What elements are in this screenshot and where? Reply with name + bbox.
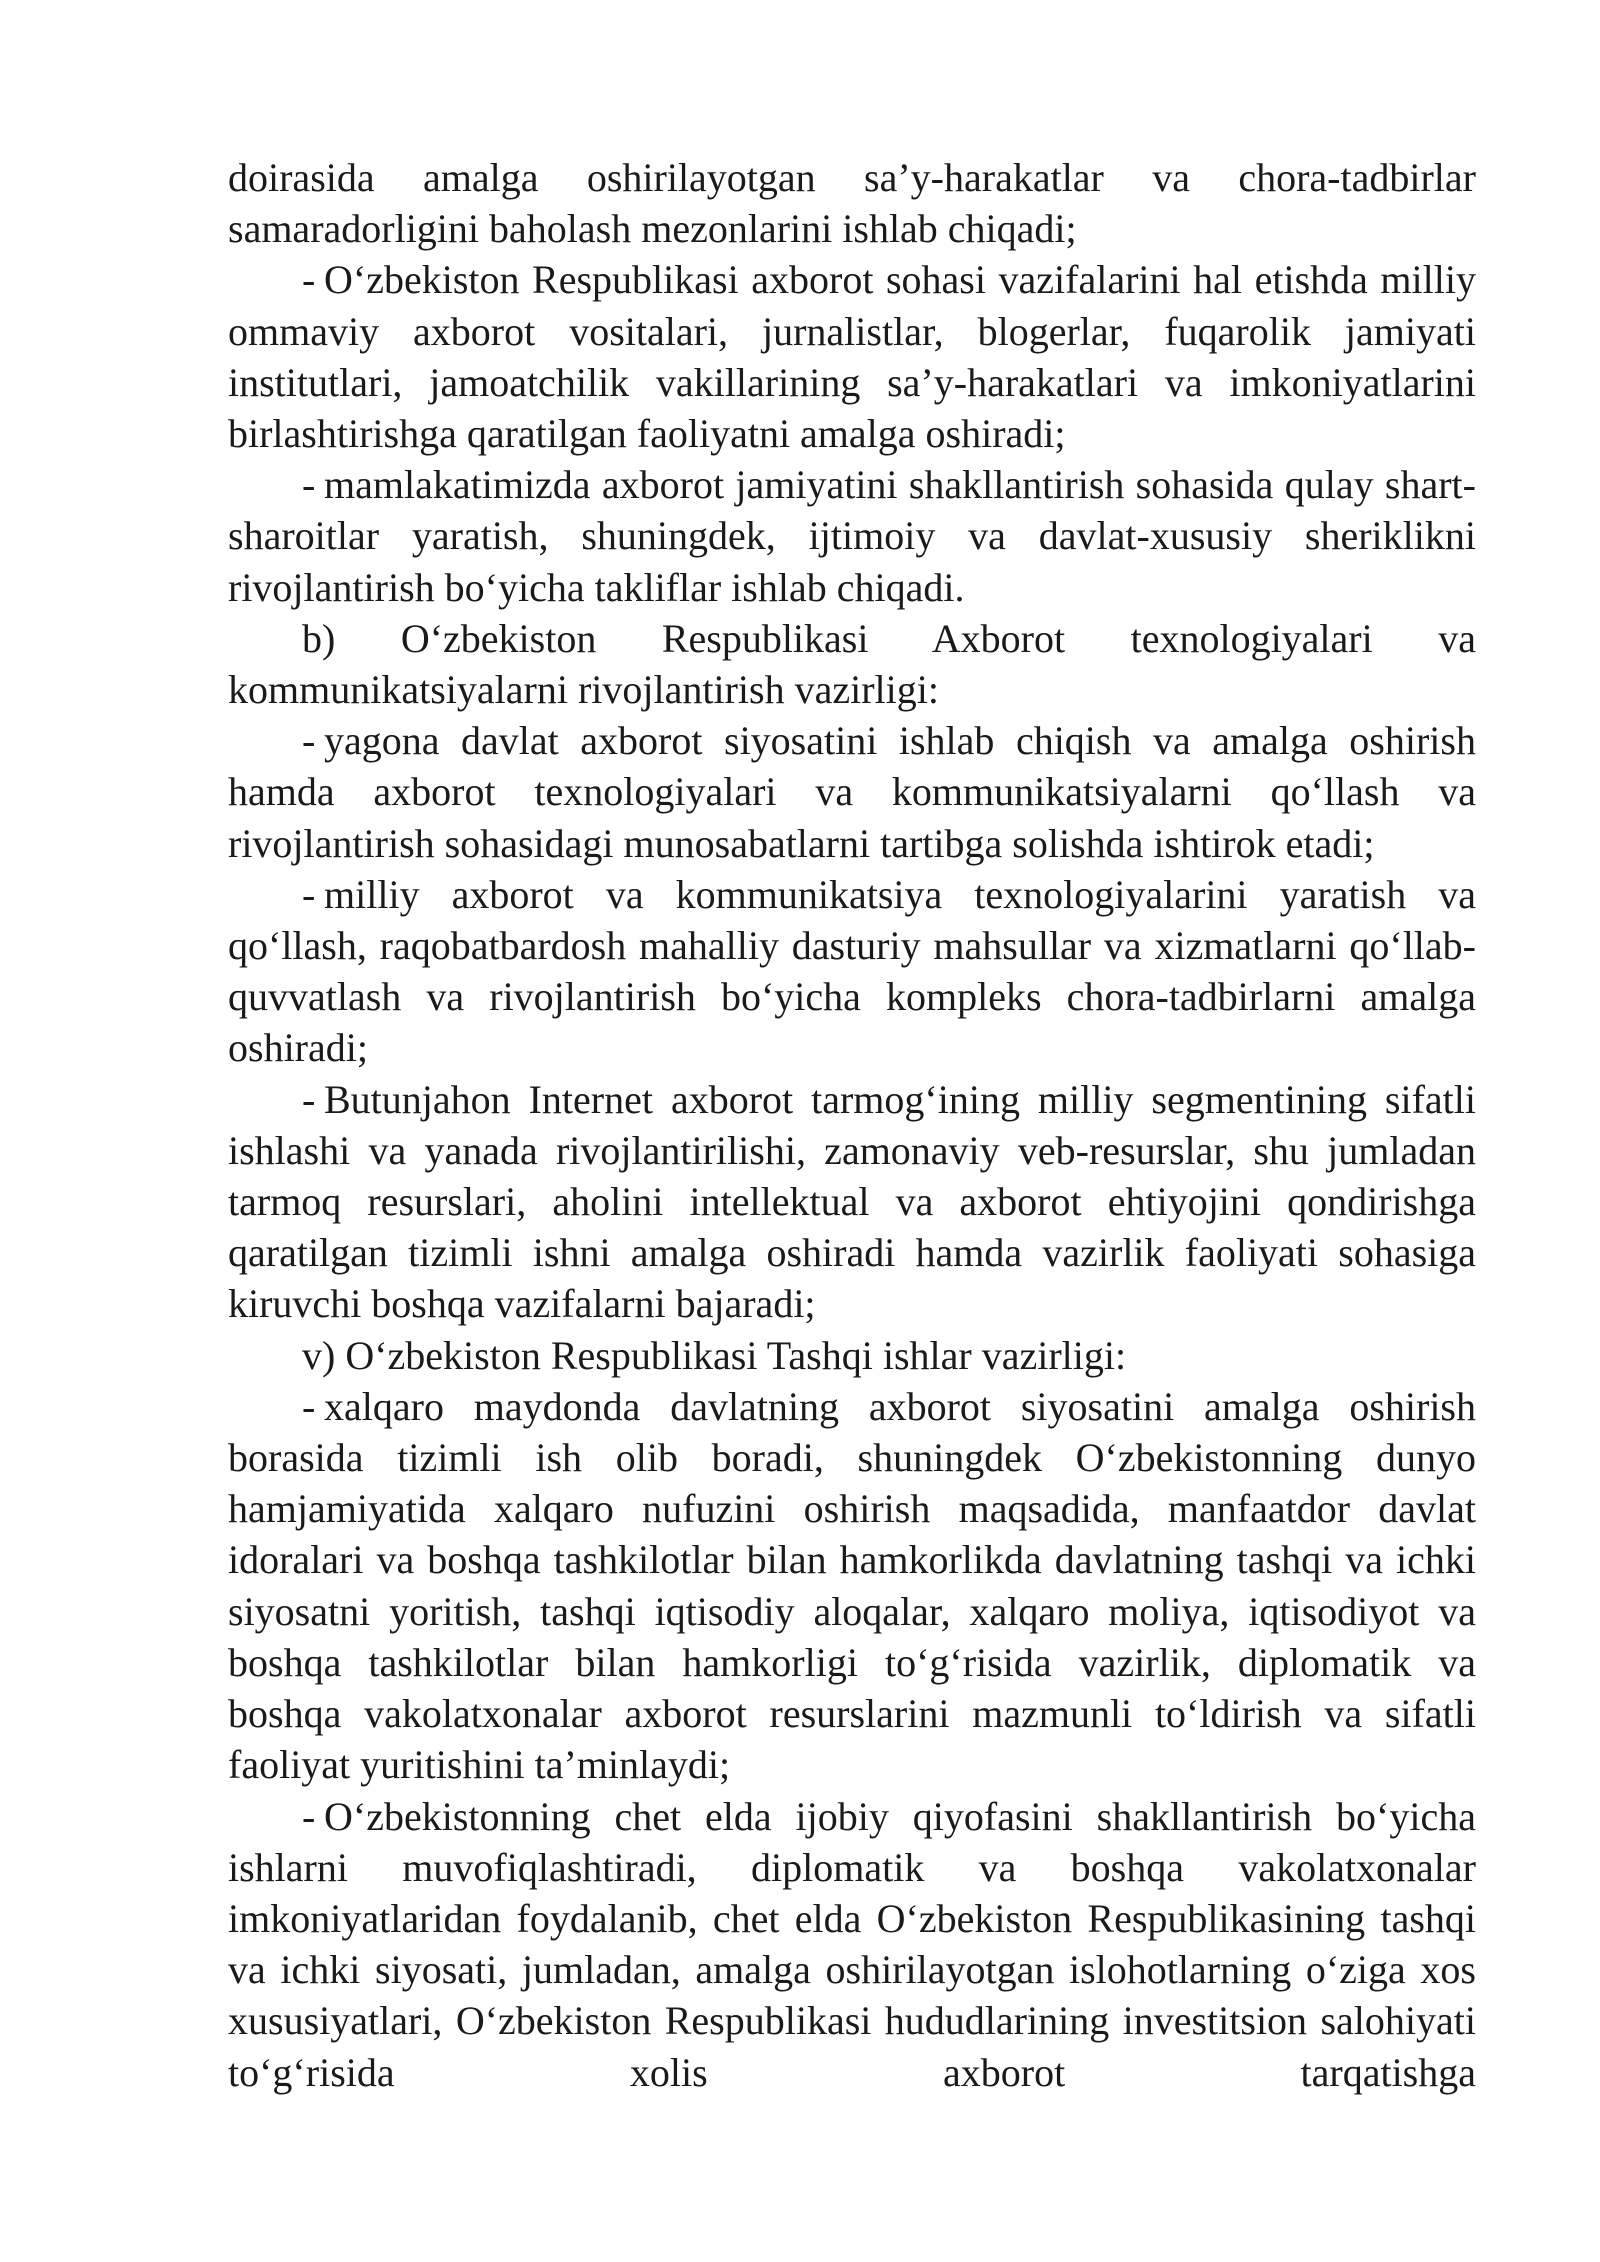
paragraph-1 bbox=[228, 152, 1476, 254]
dash-marker: - bbox=[302, 257, 316, 303]
document-page bbox=[228, 152, 1476, 2098]
paragraph-8-heading-v bbox=[228, 1330, 1476, 1381]
paragraph-3-text: mamlakatimizda axborot jamiyatini shakllantirish sohasida qulay shart-sharoitlar yaratish, shuningdek, ijtimoiy va davlat-xususiy sheriklikni rivojlantirish bo‘yicha takliflar ishlab chiqadi. bbox=[228, 462, 1476, 610]
paragraph-7-list-item bbox=[228, 1074, 1476, 1330]
paragraph-6-text: milliy axborot va kommunikatsiya texnologiyalarini yaratish va qo‘llash, raqobatbardosh mahalliy dasturiy mahsullar va xizmatlarni qo‘llab-quvvatlash va rivojlantirish bo‘yicha kompleks chora-tadbirlarni amalga oshiradi; bbox=[228, 871, 1476, 1071]
paragraph-2-list-item bbox=[228, 254, 1476, 459]
paragraph-3-list-item bbox=[228, 459, 1476, 613]
dash-marker: - bbox=[302, 1793, 316, 1839]
dash-marker: - bbox=[302, 718, 316, 764]
paragraph-10-text: O‘zbekistonning chet elda ijobiy qiyofasini shakllantirish bo‘yicha ishlarni muvofiqlashtiradi, diplomatik va boshqa vakolatxonalar imkoniyatlaridan foydalanib, chet elda O‘zbekiston Respublikasining tashqi va ichki siyosati, jumladan, amalga oshirilayotgan islohotlarning o‘ziga xos xususiyatlari, O‘zbekiston Respublikasi hududlarining investitsion salohiyati to‘g‘risida xolis axborot tarqatishga bbox=[228, 1793, 1476, 2095]
paragraph-4-text: b) O‘zbekiston Respublikasi Axborot texnologiyalari va kommunikatsiyalarni rivojlantirish vazirligi: bbox=[228, 615, 1476, 713]
dash-marker: - bbox=[302, 1383, 316, 1429]
paragraph-1-text: doirasida amalga oshirilayotgan sa’y-harakatlar va chora-tadbirlar samaradorligini baholash mezonlarini ishlab chiqadi; bbox=[228, 155, 1476, 252]
dash-marker: - bbox=[302, 462, 316, 508]
paragraph-2-text: O‘zbekiston Respublikasi axborot sohasi vazifalarini hal etishda milliy ommaviy axborot vositalari, jurnalistlar, blogerlar, fuqarolik jamiyati institutlari, jamoatchilik vakillarining sa’y-harakatlari va imkoniyatlarini birlashtirishga qaratilgan faoliyatni amalga oshiradi; bbox=[228, 257, 1476, 457]
paragraph-9-text: xalqaro maydonda davlatning axborot siyosatini amalga oshirish borasida tizimli ish olib boradi, shuningdek O‘zbekistonning dunyo hamjamiyatida xalqaro nufuzini oshirish maqsadida, manfaatdor davlat idoralari va boshqa tashkilotlar bilan hamkorlikda davlatning tashqi va ichki siyosatni yoritish, tashqi iqtisodiy aloqalar, xalqaro moliya, iqtisodiyot va boshqa tashkilotlar bilan hamkorligi to‘g‘risida vazirlik, diplomatik va boshqa vakolatxonalar axborot resurslarini mazmunli to‘ldirish va sifatli faoliyat yuritishini ta’minlaydi; bbox=[228, 1383, 1476, 1788]
paragraph-7-text: Butunjahon Internet axborot tarmog‘ining milliy segmentining sifatli ishlashi va yanada rivojlantirilishi, zamonaviy veb-resurslar, shu jumladan tarmoq resurslari, aholini intellektual va axborot ehtiyojini qondirishga qaratilgan tizimli ishni amalga oshiradi hamda vazirlik faoliyati sohasiga kiruvchi boshqa vazifalarni bajaradi; bbox=[228, 1076, 1476, 1327]
paragraph-8-text: v) O‘zbekiston Respublikasi Tashqi ishlar vazirligi: bbox=[302, 1332, 1127, 1378]
paragraph-4-heading-b bbox=[228, 613, 1476, 715]
dash-marker: - bbox=[302, 1076, 316, 1122]
paragraph-5-list-item bbox=[228, 715, 1476, 869]
paragraph-5-text: yagona davlat axborot siyosatini ishlab chiqish va amalga oshirish hamda axborot texnologiyalari va kommunikatsiyalarni qo‘llash va rivojlantirish sohasidagi munosabatlarni tartibga solishda ishtirok etadi; bbox=[228, 718, 1476, 866]
dash-marker: - bbox=[302, 871, 316, 917]
paragraph-10-list-item bbox=[228, 1791, 1476, 2098]
paragraph-6-list-item bbox=[228, 869, 1476, 1074]
paragraph-9-list-item bbox=[228, 1381, 1476, 1791]
